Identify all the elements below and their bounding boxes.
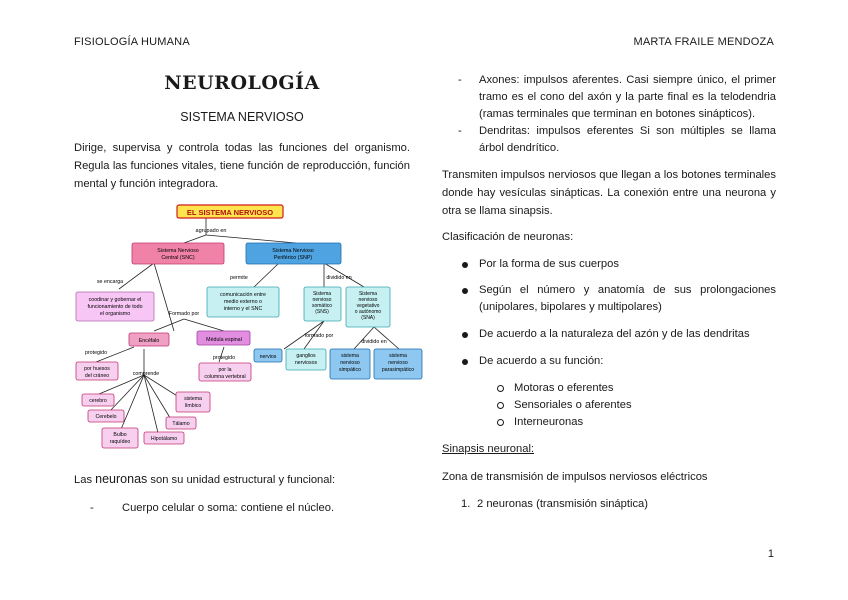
label-dividido-en: dividido en xyxy=(326,275,352,281)
node-sna: Sistema nervioso vegetativo o autónomo (SNA) xyxy=(354,291,382,321)
node-encefalo: Encéfalo xyxy=(138,338,160,344)
node-huesos: por huesos del cráneo xyxy=(84,366,110,379)
intro-paragraph: Dirige, supervisa y controla todas las funciones del organismo. Regula las funciones vitales, tiene función de reproducción, función mental y función integradora. xyxy=(74,142,410,190)
node-hipotalamo: Hipotálamo xyxy=(150,436,178,442)
neuronas-line: Las neuronas son su unidad estructural y funcional: xyxy=(74,472,336,486)
label-formado-por-2: formado por xyxy=(304,333,334,339)
section-subtitle: SISTEMA NERVIOSO xyxy=(180,110,304,124)
label-dividido-en-2: dividido en xyxy=(361,339,387,345)
node-cerebelo: Cerebelo xyxy=(95,414,117,420)
node-comunicacion: comunicación entre medio externo o interno y el SNC xyxy=(220,292,266,312)
node-parasimpatico: sistema nervioso parasimpático xyxy=(381,353,415,373)
node-talamo: Tálamo xyxy=(172,421,190,427)
node-sistema-limbico: sistema límbico xyxy=(184,396,202,409)
label-se-encarga: se encarga xyxy=(96,279,124,285)
page-number: 1 xyxy=(767,548,774,560)
list-item: Según el número y anatomía de sus prolongaciones (unipolares, bipolares y multipolares) xyxy=(462,282,776,316)
node-cerebro: cerebro xyxy=(89,398,107,404)
node-simpatico: sistema nervioso simpático xyxy=(339,353,361,373)
label-protegido: protegido xyxy=(84,350,108,356)
nervous-system-concept-map xyxy=(74,199,424,449)
diagram-title: EL SISTEMA NERVIOSO xyxy=(186,208,274,217)
clasificacion-heading: Clasificación de neuronas: xyxy=(442,231,574,243)
label-formado-por: Formado por xyxy=(168,311,200,317)
label-agrupado: agrupado en xyxy=(195,228,227,234)
label-permite: permite xyxy=(230,275,248,281)
label-protegido-2: protegido xyxy=(212,355,236,361)
label-comprende: comprende xyxy=(132,371,160,377)
dash-item-axones: - Axones: impulsos aferentes. Casi siempre único, el primer tramo es el cono del axón y la parte final es la telodendria (ramas terminales que terminan en botones sinápticos). xyxy=(458,74,776,120)
node-sns: Sistema nervioso somático (SNS) xyxy=(311,291,333,315)
node-ganglios: ganglios nerviosos xyxy=(294,353,318,366)
sinapsis-heading: Sinapsis neuronal: xyxy=(442,443,535,455)
dash-item-dendritas: - Dendritas: impulsos eferentes Si son múltiples se llama árbol dendrítico. xyxy=(458,125,776,154)
node-coordinar: coodinar y gobernar el funcionamiento de todo el organismo xyxy=(87,297,143,317)
node-nervios: nervios xyxy=(259,354,277,360)
node-snp: Sistema Nervioso Periférico (SNP) xyxy=(272,248,314,261)
transmiten-paragraph: Transmiten impulsos nerviosos que llegan a los botones terminales donde hay vesículas sinápticas. La conexión entre una neurona y otra se llama sinapsis. xyxy=(442,169,776,217)
zona-text: Zona de transmisión de impulsos nerviosos eléctricos xyxy=(442,471,708,483)
header-right: MARTA FRAILE MENDOZA xyxy=(633,36,774,48)
node-columna: por la columna vertebral xyxy=(204,367,246,380)
node-medula: Médula espinal xyxy=(206,337,242,343)
node-snc: Sistema Nervioso Central (SNC) xyxy=(157,248,199,261)
page-title: NEUROLOGÍA xyxy=(164,72,320,94)
header-left: FISIOLOGÍA HUMANA xyxy=(74,36,190,48)
node-bulbo: Bulbo raquídeo xyxy=(109,432,131,445)
